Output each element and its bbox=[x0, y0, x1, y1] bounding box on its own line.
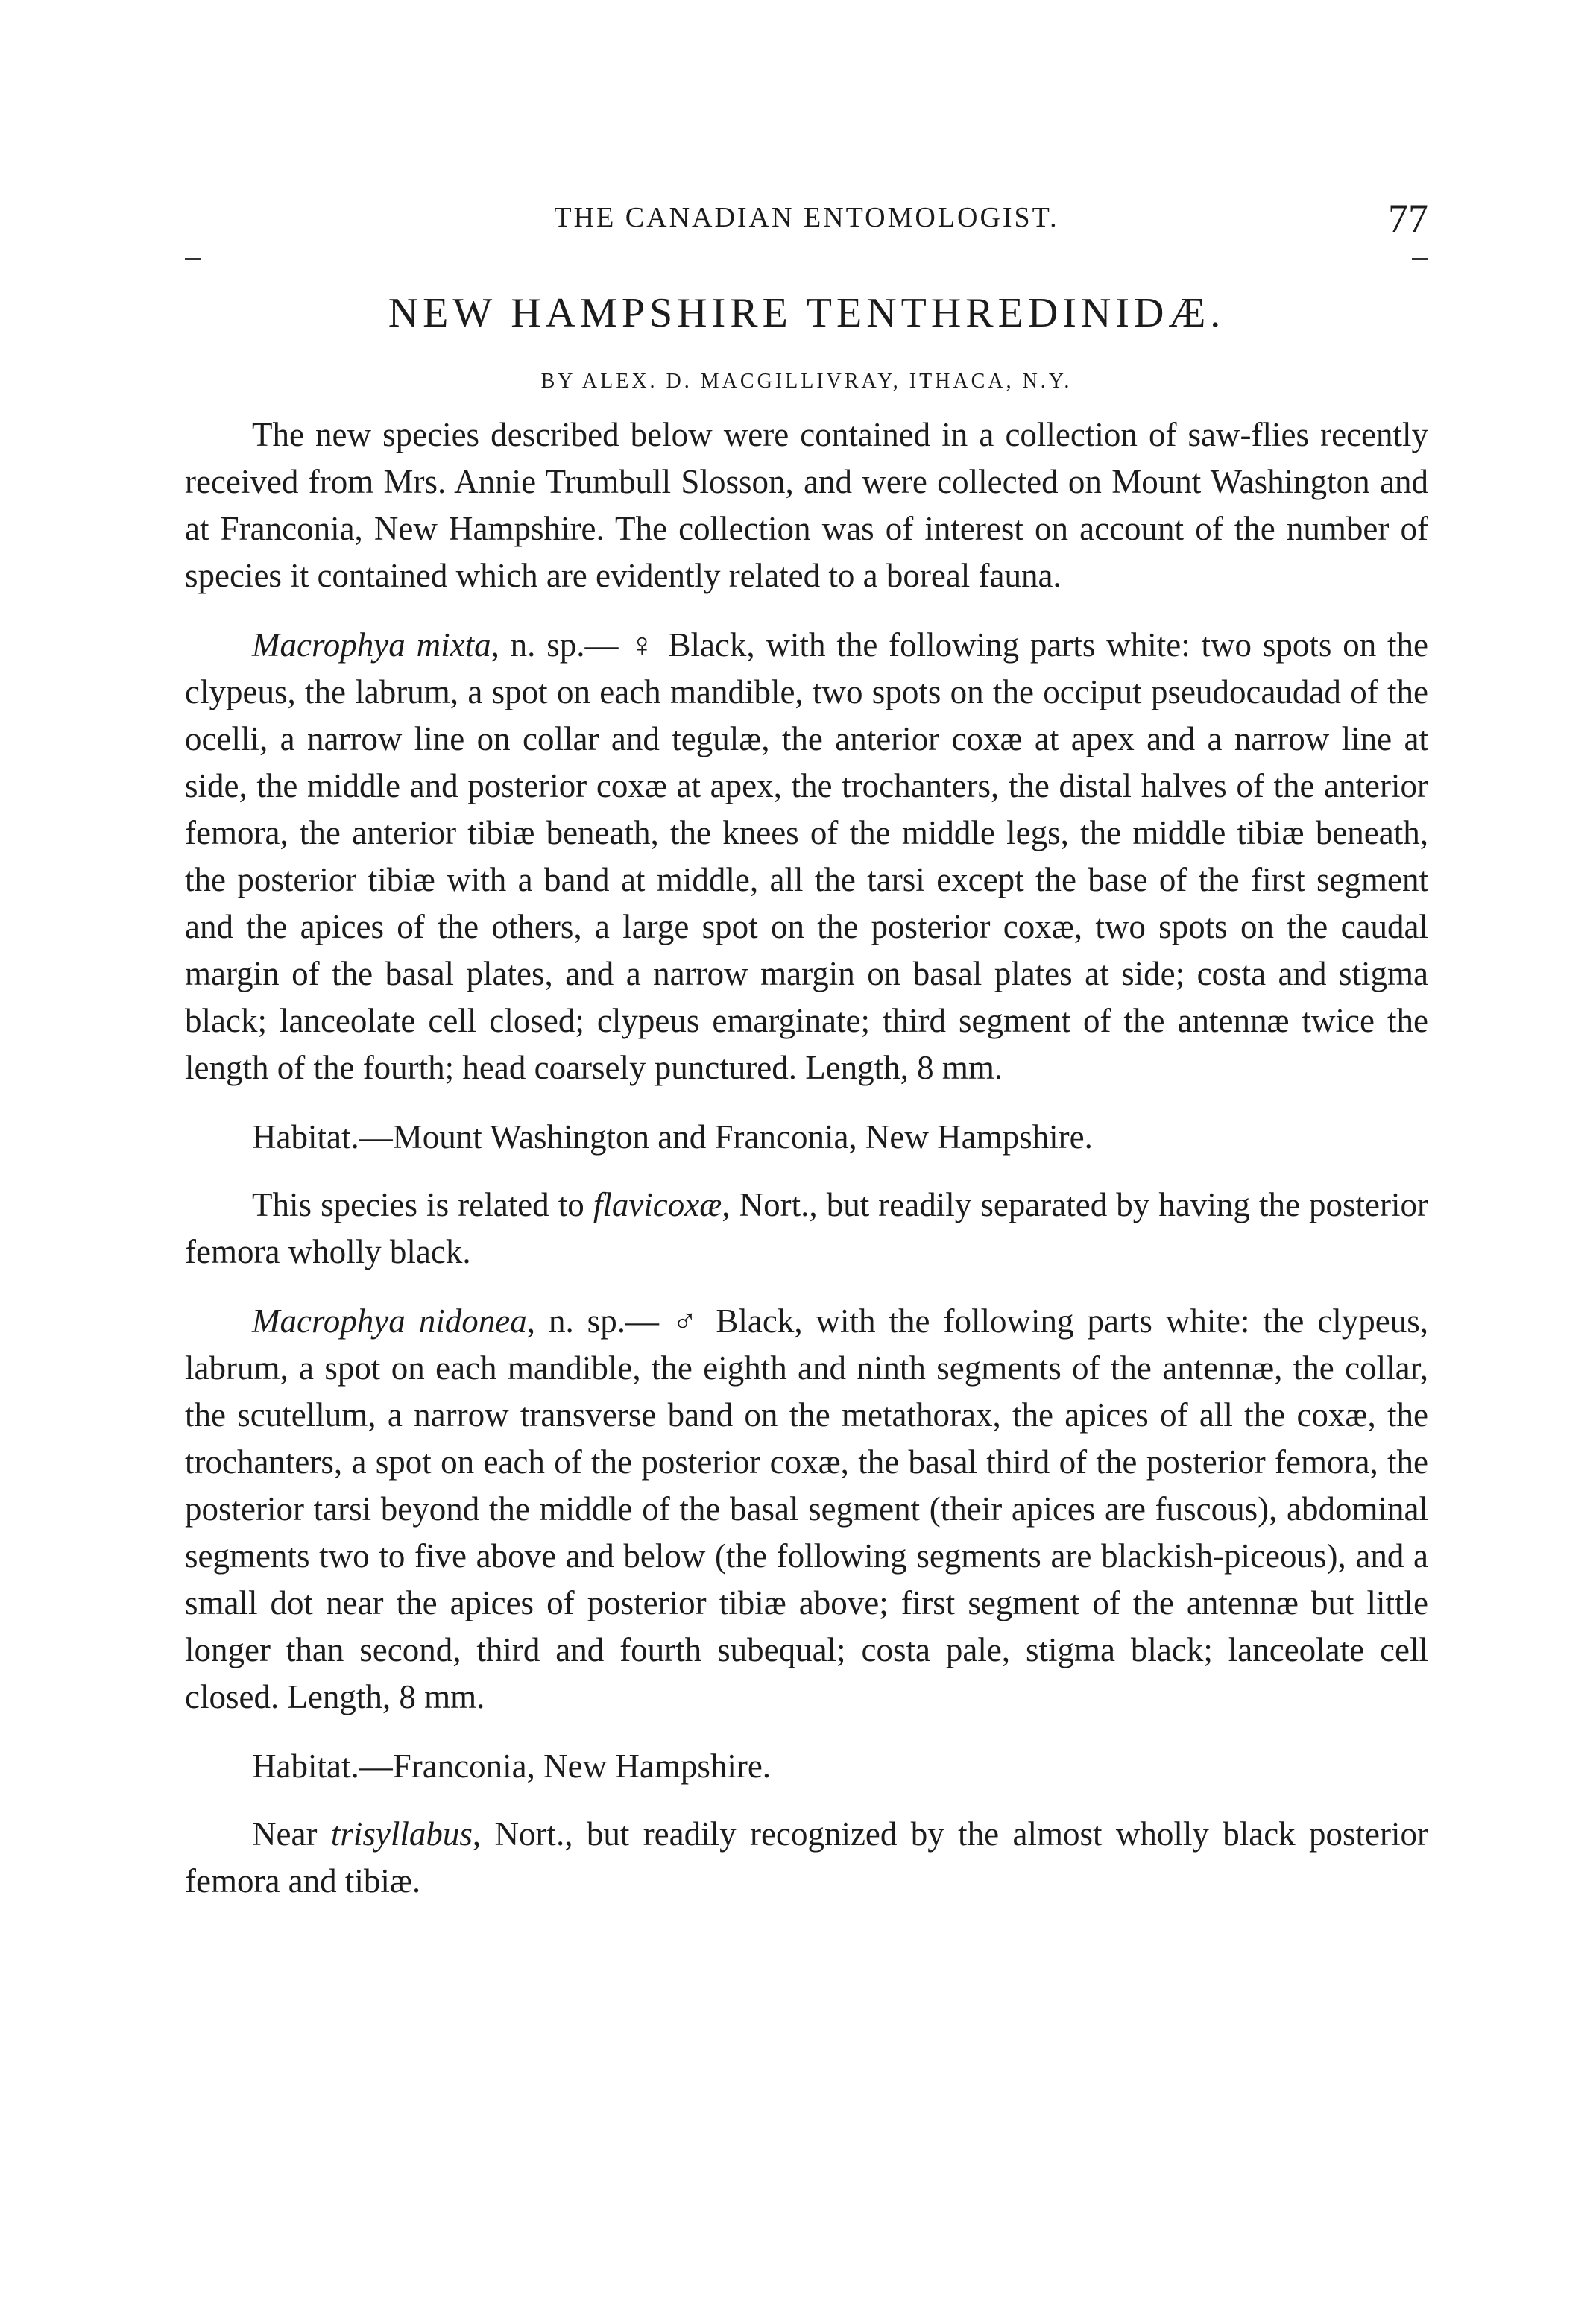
intro-paragraph: The new species described below were contained in a collection of saw-flies recently received from Mrs. Annie Trumbull Slosson, and were collected on Mount Washington and at Franconia, New Hampshire. The collection was of interest on account of the number of species it contained which are evidently related to a boreal fauna. bbox=[185, 416, 1428, 594]
article-title: NEW HAMPSHIRE TENTHREDINIDÆ. bbox=[388, 290, 1226, 336]
species-description-2 bbox=[185, 1298, 1428, 1721]
right-dash-mark bbox=[1412, 258, 1428, 260]
running-head bbox=[185, 196, 1428, 253]
byline: BY ALEX. D. MACGILLIVRAY, ITHACA, N.Y. bbox=[540, 370, 1073, 393]
species-text: , n. sp.— ♂ Black, with the following parts white: the clypeus, labrum, a spot on each mandible, the eighth and ninth segments of the antennæ, the collar, the scutellum, a narrow transverse band on the metathorax, the apices of all the coxæ, the trochanters, a spot on each of the posterior coxæ, the basal third of the posterior femora, the posterior tarsi beyond the middle of the basal segment (their apices are fuscous), abdominal segments two to five above and below (the following segments are blackish-piceous), and a small dot near the apices of posterior tibiæ above; first segment of the antennæ but little longer than second, third and fourth subequal; costa pale, stigma black; lanceolate cell closed. Length, 8 mm. bbox=[185, 1302, 1428, 1715]
related-species-name: flavicoxæ bbox=[593, 1186, 722, 1223]
related-species-name: trisyllabus bbox=[330, 1815, 473, 1853]
note-text-after: , Nort., but readily recognized by the almost wholly black posterior femora and tibiæ. bbox=[185, 1815, 1429, 1900]
habitat-2: Habitat.—Franconia, New Hampshire. bbox=[252, 1747, 772, 1785]
species-description-1 bbox=[185, 622, 1428, 1091]
species-name: Macrophya nidonea bbox=[252, 1302, 527, 1340]
species-name: Macrophya mixta bbox=[252, 626, 491, 664]
page-number: 77 bbox=[1388, 196, 1428, 241]
species-note-1 bbox=[185, 1182, 1428, 1276]
habitat-1: Habitat.—Mount Washington and Franconia, New Hampshire. bbox=[252, 1118, 1093, 1156]
left-dash-mark bbox=[185, 258, 201, 260]
running-title: THE CANADIAN ENTOMOLOGIST. bbox=[554, 202, 1059, 233]
species-text: , n. sp.— ♀ Black, with the following parts white: two spots on the clypeus, the labrum, a spot on each mandible, two spots on the occiput pseudocaudad of the ocelli, a narrow line on collar and tegulæ, the anterior coxæ at apex and a narrow line at side, the middle and posterior coxæ at apex, the trochanters, the distal halves of the anterior femora, the anterior tibiæ beneath, the knees of the middle legs, the middle tibiæ beneath, the posterior tibiæ with a band at middle, all the tarsi except the base of the first segment and the apices of the others, a large spot on the posterior coxæ, two spots on the caudal margin of the basal plates, and a narrow margin on basal plates at side; costa and stigma black; lanceolate cell closed; clypeus emarginate; third segment of the antennæ twice the length of the fourth; head coarsely punctured. Length, 8 mm. bbox=[185, 626, 1428, 1086]
page bbox=[185, 196, 1429, 1927]
species-note-2 bbox=[185, 1811, 1428, 1905]
note-text-after: , Nort., but readily separated by having the posterior femora wholly black. bbox=[185, 1186, 1428, 1270]
header-marks bbox=[185, 253, 1428, 289]
note-text-before: This species is related to bbox=[252, 1186, 593, 1223]
note-text-before: Near bbox=[252, 1815, 331, 1853]
